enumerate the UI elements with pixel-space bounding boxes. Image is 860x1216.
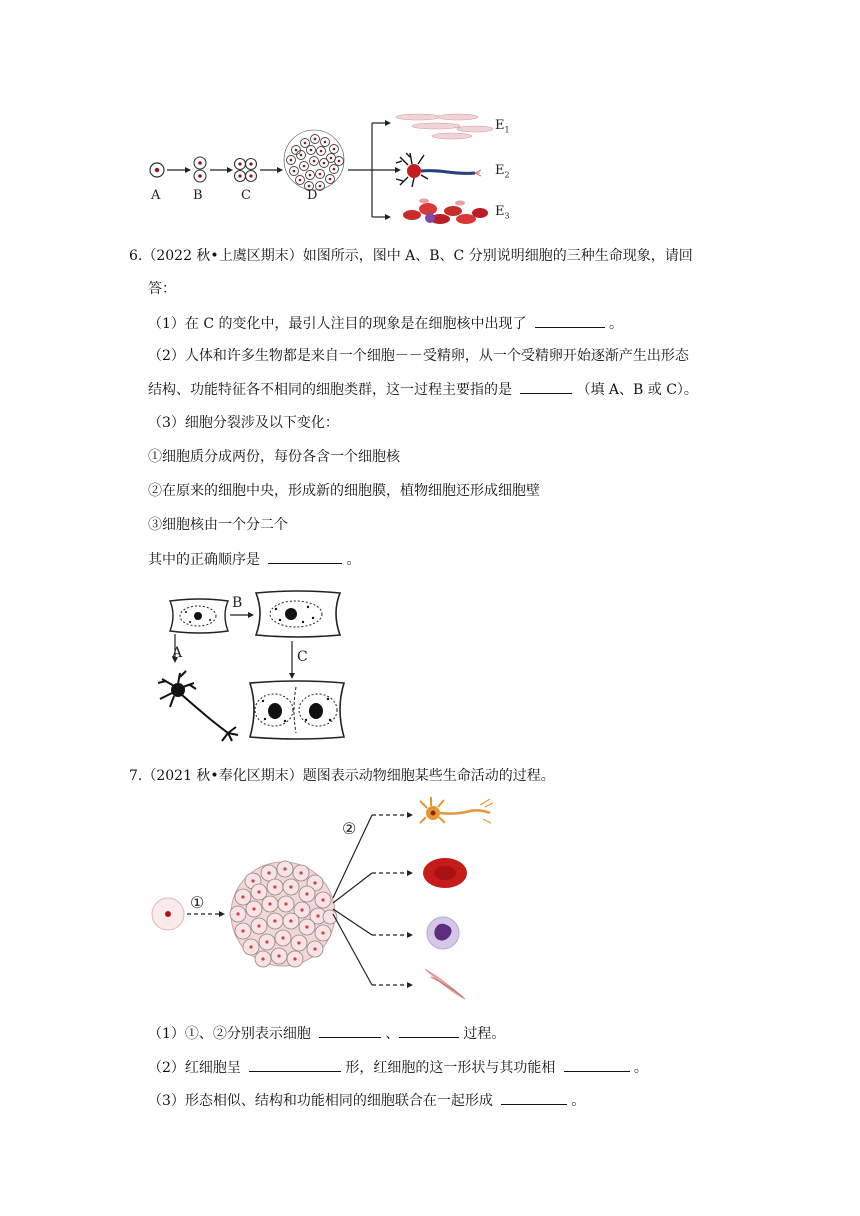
q6-part1-text: （1）在 C 的变化中，最引人注目的现象是在细胞核中出现了 [148,316,527,332]
figure-cell-life-phenomena [148,587,348,747]
q7-part2 [148,1057,648,1078]
answer-blank[interactable] [319,1023,381,1038]
white-blood-cell-image [427,917,459,949]
neuron-image [420,797,493,823]
label-d: D [307,188,318,203]
q6-part1-end: 。 [608,316,623,332]
label-step-1: ① [190,893,205,912]
q6-item-2: ②在原来的细胞中央，形成新的细胞膜，植物细胞还形成细胞壁 [148,483,540,499]
q6-item-1: ①细胞质分成两份，每份各含一个细胞核 [148,449,400,465]
q7-part3 [148,1090,585,1111]
label-b: B [193,188,203,203]
q6-part2-line2 [148,379,698,400]
answer-blank[interactable] [564,1057,630,1072]
q6-part1 [148,313,623,334]
q6-part3: （3）细胞分裂涉及以下变化： [148,415,339,431]
neuron-image [396,153,481,187]
neuron-drawing [158,671,238,741]
q6-header-cont: 答： [148,281,176,297]
q6-order [148,549,360,570]
q6-order-text: 其中的正确顺序是 [148,552,260,568]
answer-blank[interactable] [249,1057,341,1072]
q6-part2-line1: （2）人体和许多生物都是来自一个细胞－－受精卵，从一个受精卵开始逐渐产生出形态 [148,348,689,364]
q6-header: 6.（2022 秋•上虞区期末）如图所示，图中 A、B、C 分别说明细胞的三种生命现象，请回 [129,248,693,264]
smooth-muscle-cells-image [396,114,493,139]
q7-part1-text: （1）①、②分别表示细胞 [148,1026,311,1042]
answer-blank[interactable] [501,1090,567,1105]
q6-part2-text: 结构、功能特征各不相同的细胞类群，这一过程主要指的是 [148,382,512,398]
q7-part1-sep: 、 [385,1026,400,1042]
label-e2: $E_2$ [495,163,510,180]
label-c: C [241,188,251,203]
q7-part2-mid: 形，红细胞的这一形状与其功能相 [345,1060,556,1076]
q6-item-3: ③细胞核由一个分二个 [148,517,288,533]
q6-part2-end: （填 A、B 或 C）。 [576,382,698,398]
figure-cell-differentiation [140,105,540,230]
q7-part2-end: 。 [633,1060,648,1076]
q7-part3-text: （3）形态相似、结构和功能相同的细胞联合在一起形成 [148,1093,493,1109]
cell-phenomena-diagram [148,587,348,747]
label-e1: $E_1$ [495,118,510,135]
q7-part3-end: 。 [571,1093,586,1109]
cell-cluster-d [284,130,344,191]
label-a: A [151,188,161,203]
differentiation-diagram [140,105,540,230]
q6-order-end: 。 [346,552,361,568]
answer-blank[interactable] [520,379,572,394]
cell-cluster [230,861,337,967]
red-blood-cell-image [423,858,467,888]
answer-blank[interactable] [535,313,605,328]
figure-animal-cell-processes [145,793,505,1003]
label-e3: $E_3$ [495,204,510,221]
q7-part2-text: （2）红细胞呈 [148,1060,241,1076]
label-step-2: ② [342,819,357,838]
label-c: C [297,649,308,665]
blood-cells-image [403,199,488,225]
q7-part1-end: 过程。 [463,1026,506,1042]
label-b: B [232,595,243,611]
label-a: A [172,645,183,661]
answer-blank[interactable] [399,1023,459,1038]
answer-blank[interactable] [268,549,342,564]
q7-part1 [148,1023,505,1044]
muscle-cell-image [425,969,465,999]
q7-header: 7.（2021 秋•奉化区期末）题图表示动物细胞某些生命活动的过程。 [129,768,555,784]
